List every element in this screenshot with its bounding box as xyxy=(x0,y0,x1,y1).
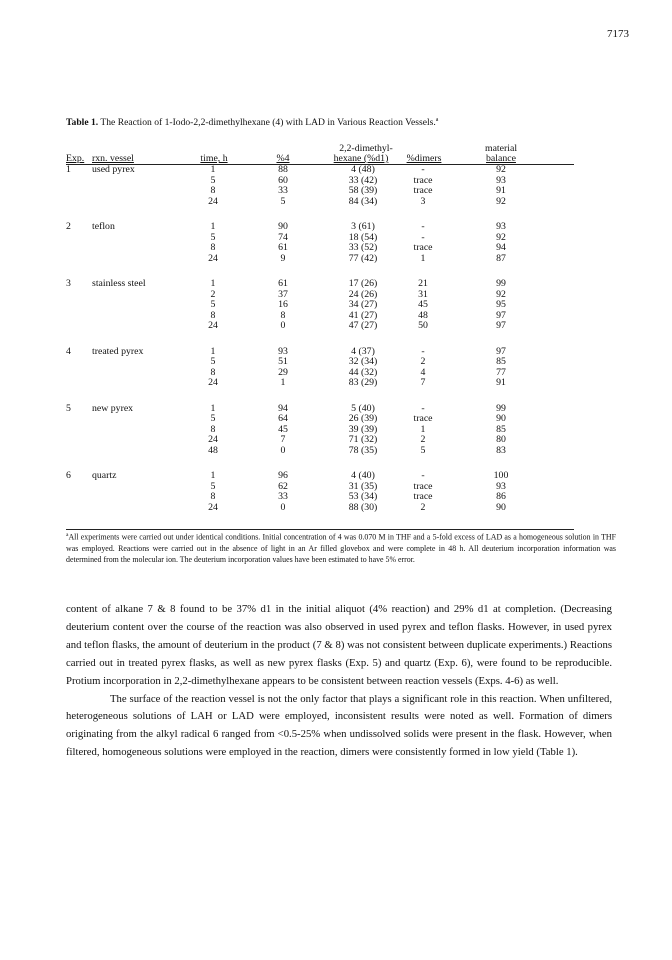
cell-time: 1 xyxy=(210,345,216,357)
header-time: time, h xyxy=(200,153,228,164)
cell-time: 5 xyxy=(210,174,216,186)
table-row xyxy=(66,482,606,493)
cell-hexane: 39 (39) xyxy=(348,423,378,435)
cell-exp: 2 xyxy=(66,221,71,232)
cell-time: 5 xyxy=(210,413,216,424)
cell-material-balance: 80 xyxy=(496,434,506,445)
cell-percent-4: 61 xyxy=(278,242,288,253)
cell-dimers: trace xyxy=(413,174,433,186)
cell-percent-4: 37 xyxy=(278,288,288,300)
cell-material-balance: 97 xyxy=(496,309,506,321)
cell-dimers: - xyxy=(421,221,425,232)
cell-vessel: used pyrex xyxy=(92,164,135,175)
cell-dimers: 2 xyxy=(420,434,426,445)
table-row xyxy=(66,165,606,176)
cell-hexane: 33 (42) xyxy=(348,174,378,186)
cell-material-balance: 85 xyxy=(496,423,506,435)
cell-vessel: teflon xyxy=(92,221,115,232)
cell-hexane: 4 (37) xyxy=(351,345,375,357)
cell-material-balance: 77 xyxy=(496,366,506,378)
cell-dimers: 1 xyxy=(420,252,426,264)
table-row xyxy=(66,425,606,436)
paragraph-1: content of alkane 7 & 8 found to be 37% d1 in the initial aliquot (4% reaction) and 29% d1 at completion. (Decreasing deuterium content over the course of the reaction was also observed in used pyrex and teflon flasks. However, in used pyrex and teflon flasks, the amount of deuterium in the product (7 & 8) was not consistent between duplicate experiments.) Reactions carried out in treated pyrex flasks, as well as new pyrex flasks (Exp. 5) and quartz (Exp. 6), were found to be reproducible. Protium incorporation in 2,2-dimethylhexane appears to be consistent between reaction vessels (Exps. 4-6) as well. xyxy=(66,603,612,687)
table-row xyxy=(66,197,606,208)
cell-hexane: 4 (48) xyxy=(351,164,375,175)
header-exp: Exp. xyxy=(66,153,85,164)
cell-dimers: 5 xyxy=(420,444,426,456)
cell-dimers: trace xyxy=(413,242,433,253)
cell-time: 8 xyxy=(210,366,216,378)
table-row xyxy=(66,321,606,332)
cell-percent-4: 33 xyxy=(278,185,288,196)
cell-time: 5 xyxy=(210,356,216,367)
cell-time: 8 xyxy=(210,242,216,253)
cell-percent-4: 45 xyxy=(278,423,288,435)
cell-exp: 3 xyxy=(66,278,71,289)
cell-time: 24 xyxy=(208,195,218,207)
cell-dimers: trace xyxy=(413,480,433,492)
header-vessel: rxn. vessel xyxy=(92,153,134,164)
table-row xyxy=(66,414,606,425)
cell-exp: 5 xyxy=(66,402,71,414)
table-row xyxy=(66,254,606,265)
cell-hexane: 53 (34) xyxy=(348,491,378,502)
table-caption-footnote-mark: a xyxy=(435,117,439,123)
cell-hexane: 26 (39) xyxy=(348,413,378,424)
cell-hexane: 44 (32) xyxy=(348,366,378,378)
table-row xyxy=(66,378,606,389)
cell-dimers: - xyxy=(421,470,425,481)
header-material-line1: material xyxy=(484,143,518,154)
cell-material-balance: 93 xyxy=(496,480,506,492)
cell-dimers: 50 xyxy=(418,320,428,331)
cell-dimers: 48 xyxy=(418,309,428,321)
cell-time: 1 xyxy=(210,402,216,414)
cell-material-balance: 97 xyxy=(496,320,506,331)
cell-time: 1 xyxy=(210,278,216,289)
cell-material-balance: 99 xyxy=(496,278,506,289)
cell-time: 24 xyxy=(208,377,218,388)
cell-hexane: 17 (26) xyxy=(348,278,378,289)
cell-exp: 6 xyxy=(66,470,71,481)
cell-percent-4: 94 xyxy=(278,402,288,414)
cell-time: 48 xyxy=(208,444,218,456)
table-row xyxy=(66,279,606,290)
table-row xyxy=(66,176,606,187)
cell-hexane: 71 (32) xyxy=(348,434,378,445)
cell-material-balance: 92 xyxy=(496,195,506,207)
cell-dimers: 21 xyxy=(418,278,428,289)
cell-hexane: 77 (42) xyxy=(348,252,378,264)
cell-hexane: 78 (35) xyxy=(348,444,378,456)
cell-material-balance: 85 xyxy=(496,356,506,367)
cell-time: 5 xyxy=(210,231,216,243)
table-row xyxy=(66,435,606,446)
paragraph-2: The surface of the reaction vessel is not the only factor that plays a significant role in this reaction. When unfiltered, heterogeneous solutions of LAH or LAD were employed, inconsistent results were noted as well. Formation of dimers originating from the alkyl radical 6 ranged from <0.5-25% when undissolved solids were present in the flask. However, when filtered, homogeneous solutions were employed in the reaction, dimers were consistently formed in low yield (Table 1). xyxy=(66,692,612,759)
cell-dimers: trace xyxy=(413,413,433,424)
header-dimers: %dimers xyxy=(406,153,442,164)
cell-material-balance: 90 xyxy=(496,413,506,424)
cell-exp: 1 xyxy=(66,164,71,175)
cell-percent-4: 96 xyxy=(278,470,288,481)
cell-material-balance: 83 xyxy=(496,444,506,456)
cell-percent-4: 33 xyxy=(278,491,288,502)
header-hexane-line2: hexane (%d1) xyxy=(333,153,389,164)
cell-material-balance: 92 xyxy=(496,231,506,243)
cell-vessel: stainless steel xyxy=(92,278,146,289)
cell-hexane: 32 (34) xyxy=(348,356,378,367)
cell-time: 8 xyxy=(210,423,216,435)
table-row xyxy=(66,300,606,311)
cell-material-balance: 97 xyxy=(496,345,506,357)
cell-time: 24 xyxy=(208,252,218,264)
cell-percent-4: 74 xyxy=(278,231,288,243)
table-row xyxy=(66,222,606,233)
table-row xyxy=(66,243,606,254)
cell-dimers: 1 xyxy=(420,423,426,435)
table-row xyxy=(66,492,606,503)
cell-time: 2 xyxy=(210,288,216,300)
cell-material-balance: 94 xyxy=(496,242,506,253)
cell-dimers: 2 xyxy=(420,501,426,513)
cell-hexane: 88 (30) xyxy=(348,501,378,513)
cell-percent-4: 0 xyxy=(280,320,286,331)
cell-percent-4: 61 xyxy=(278,278,288,289)
reaction-vessel-table xyxy=(66,140,606,530)
cell-material-balance: 91 xyxy=(496,185,506,196)
cell-dimers: - xyxy=(421,164,425,175)
table-row xyxy=(66,503,606,514)
cell-time: 24 xyxy=(208,434,218,445)
cell-percent-4: 93 xyxy=(278,345,288,357)
table-row xyxy=(66,446,606,457)
cell-time: 1 xyxy=(210,164,216,175)
cell-percent-4: 90 xyxy=(278,221,288,232)
cell-dimers: - xyxy=(421,231,425,243)
table-row xyxy=(66,368,606,379)
cell-time: 8 xyxy=(210,185,216,196)
cell-percent-4: 51 xyxy=(278,356,288,367)
cell-hexane: 18 (54) xyxy=(348,231,378,243)
table-row xyxy=(66,311,606,322)
cell-material-balance: 92 xyxy=(496,164,506,175)
cell-dimers: - xyxy=(421,345,425,357)
cell-hexane: 41 (27) xyxy=(348,309,378,321)
table-row xyxy=(66,471,606,482)
cell-time: 5 xyxy=(210,480,216,492)
cell-percent-4: 0 xyxy=(280,444,286,456)
cell-hexane: 34 (27) xyxy=(348,299,378,310)
cell-dimers: 4 xyxy=(420,366,426,378)
cell-dimers: 3 xyxy=(420,195,426,207)
cell-time: 5 xyxy=(210,299,216,310)
cell-hexane: 31 (35) xyxy=(348,480,378,492)
cell-hexane: 5 (40) xyxy=(351,402,375,414)
table-caption-label: Table 1. xyxy=(66,117,99,129)
table-footnote xyxy=(66,530,616,565)
cell-dimers: 45 xyxy=(418,299,428,310)
cell-vessel: new pyrex xyxy=(92,402,134,414)
cell-hexane: 33 (52) xyxy=(348,242,378,253)
table-caption xyxy=(66,117,626,128)
cell-dimers: - xyxy=(421,402,425,414)
cell-material-balance: 99 xyxy=(496,402,506,414)
cell-vessel: quartz xyxy=(92,470,117,481)
cell-material-balance: 87 xyxy=(496,252,506,264)
cell-time: 8 xyxy=(210,309,216,321)
cell-hexane: 4 (40) xyxy=(351,470,375,481)
cell-exp: 4 xyxy=(66,345,71,357)
cell-time: 24 xyxy=(208,320,218,331)
cell-hexane: 83 (29) xyxy=(348,377,378,388)
table-row xyxy=(66,357,606,368)
cell-hexane: 58 (39) xyxy=(348,185,378,196)
cell-percent-4: 8 xyxy=(280,309,286,321)
cell-percent-4: 16 xyxy=(278,299,288,310)
cell-material-balance: 86 xyxy=(496,491,506,502)
cell-time: 24 xyxy=(208,501,218,513)
cell-percent-4: 1 xyxy=(280,377,286,388)
header-hexane-line1: 2,2-dimethyl- xyxy=(339,143,393,154)
cell-time: 8 xyxy=(210,491,216,502)
cell-percent-4: 5 xyxy=(280,195,286,207)
header-percent-4: %4 xyxy=(276,153,290,164)
footnote-text: All experiments were carried out under identical conditions. Initial concentration of 4 was 0.070 M in THF and a 5-fold excess of LAD as a homogeneous solution in THF was employed. Reactions were carried out in the absence of light in an Ar filled glovebox and were complete in 48 h. All deuterium incorporation information was determined from the molecular ion. The deuterium incorporation values have been estimated to have 5% error. xyxy=(66,532,616,565)
page-number: 7173 xyxy=(607,28,629,40)
cell-percent-4: 62 xyxy=(278,480,288,492)
cell-material-balance: 91 xyxy=(496,377,506,388)
cell-percent-4: 64 xyxy=(278,413,288,424)
table-row xyxy=(66,404,606,415)
cell-hexane: 24 (26) xyxy=(348,288,378,300)
table-row xyxy=(66,347,606,358)
cell-material-balance: 92 xyxy=(496,288,506,300)
cell-hexane: 3 (61) xyxy=(351,221,375,232)
table-row xyxy=(66,290,606,301)
cell-percent-4: 0 xyxy=(280,501,286,513)
cell-time: 1 xyxy=(210,221,216,232)
cell-material-balance: 100 xyxy=(493,470,509,481)
table-caption-text: The Reaction of 1-Iodo-2,2-dimethylhexane (4) with LAD in Various Reaction Vessels. xyxy=(98,117,436,129)
cell-hexane: 84 (34) xyxy=(348,195,378,207)
cell-dimers: trace xyxy=(413,491,433,502)
cell-percent-4: 88 xyxy=(278,164,288,175)
cell-dimers: 31 xyxy=(418,288,428,300)
cell-percent-4: 29 xyxy=(278,366,288,378)
cell-percent-4: 60 xyxy=(278,174,288,186)
cell-hexane: 47 (27) xyxy=(348,320,378,331)
cell-dimers: 2 xyxy=(420,356,426,367)
cell-material-balance: 93 xyxy=(496,174,506,186)
cell-material-balance: 90 xyxy=(496,501,506,513)
cell-material-balance: 95 xyxy=(496,299,506,310)
table-row xyxy=(66,186,606,197)
header-material-line2: balance xyxy=(486,153,516,164)
cell-material-balance: 93 xyxy=(496,221,506,232)
cell-percent-4: 9 xyxy=(280,252,286,264)
cell-percent-4: 7 xyxy=(280,434,286,445)
body-text xyxy=(66,601,612,762)
cell-dimers: 7 xyxy=(420,377,426,388)
footnote-mark: a xyxy=(66,532,69,538)
cell-vessel: treated pyrex xyxy=(92,345,144,357)
table-row xyxy=(66,233,606,244)
cell-dimers: trace xyxy=(413,185,433,196)
cell-time: 1 xyxy=(210,470,216,481)
